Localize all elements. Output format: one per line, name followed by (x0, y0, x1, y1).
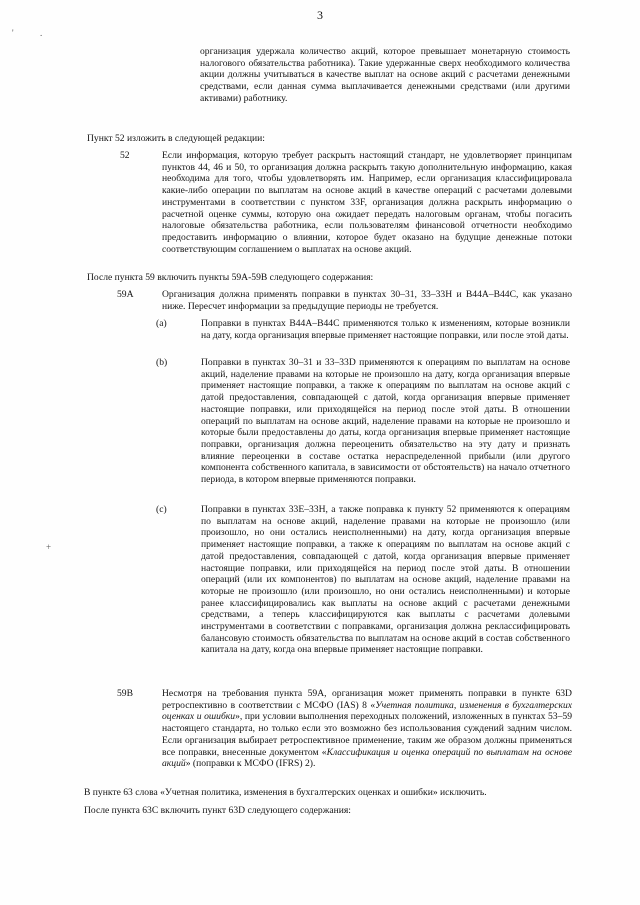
page-number: 3 (317, 8, 323, 22)
text-run: », при условии выполнения переходных положений, изложенных в пунктах 53–59 настоящего стандарта, но только если это возможно без использования суждений задним числом. Если организация выбирает ретроспективное применение, таким же образом должны применяться все поправки, внесенные документом « (162, 711, 572, 758)
item-text-c: Поправки в пунктах 33Е–33Н, а также поправка к пункту 52 применяются к операциям по выплатам на основе акций, наделение правами на которые не произошло (или произошло, но они остались неисполненными) на дату, когда организация впервые применяет настоящие поправки, а также к операциям по выплатам на основе акций с датой предоставления, совпадающей с датой, когда организация впервые применяет настоящие поправки, или приходящейся на период после этой даты. В отношении операций (или их компонентов) по выплатам на основе акций, наделение правами на которые не произошло (или произошло, но они остались неисполненными) и которые ранее классифицировались как выплаты на основе акций с расчетами денежными средствами, а теперь классифицируются как выплаты с расчетами долевыми инструментами в соответствии с поправками, организация должна реклассифицировать балансовую стоимость обязательства по выплатам на основе акций в состав собственного капитала на дату, когда она впервые применяет настоящие поправки. (201, 504, 570, 656)
item-label-c: (c) (156, 504, 167, 515)
paragraph-number-52: 52 (120, 150, 130, 161)
item-text-a: Поправки в пунктах В44А–В44С применяются только к изменениям, которые возникли на дату, когда организация впервые применяет настоящие поправки, или после этой даты. (201, 318, 570, 341)
instruction-63: В пункте 63 слова «Учетная политика, изменения в бухгалтерских оценках и ошибки» исключить. (84, 787, 487, 798)
text-run: Несмотря на требования пункта 59А, организация может применять поправки в пункте 63D ретроспективно в соответствии с МСФО (IAS) 8 « (162, 688, 572, 711)
italic-title-amendments: Классификация и оценка операций по выплатам на основе акций (162, 746, 572, 770)
scan-mark: + (46, 542, 52, 552)
intro-paragraph: организация удержала количество акций, которое превышает монетарную стоимость налогового обязательства работника). Такие удержанные сверх необходимого количества акции должны учитываться в качестве выплат на основе акций с расчетами денежными средствами, если данная сумма выплачивается денежными средствами (или другими активами) работнику. (200, 46, 570, 104)
italic-title-ias8: Учетная политика, изменения в бухгалтерских оценках и ошибки (162, 699, 572, 723)
paragraph-59a-text: Организация должна применять поправки в пунктах 30–31, 33–33Н и В44А–В44С, как указано ниже. Пересчет информации за предыдущие периоды не требуется. (162, 289, 572, 312)
item-label-b: (b) (156, 357, 168, 368)
item-label-a: (a) (156, 318, 167, 329)
instruction-63d: После пункта 63С включить пункт 63D следующего содержания: (84, 805, 351, 816)
paragraph-59b-text (162, 688, 572, 770)
instruction-59: После пункта 59 включить пункты 59А-59В следующего содержания: (87, 272, 374, 283)
text-run: » (поправки к МСФО (IFRS) 2). (185, 758, 316, 770)
item-text-b: Поправки в пунктах 30–31 и 33–33D применяются к операциям по выплатам на основе акций, наделение правами на которые не произошло на дату, когда организация впервые применяет настоящие поправки, а также к операциям по выплатам на основе акций с датой предоставления, совпадающей с датой, когда организация впервые применяет настоящие поправки, или приходящейся на период после этой даты. В отношении операций по выплатам на основе акций, наделение правами на которые не произошло и которые были предоставлены до даты, когда организация впервые применяет настоящие поправки, организация должна переоценить обязательство на эту дату и признать влияние переоценки в составе остатка нераспределенной прибыли (или другого компонента собственного капитала, в зависимости от обстоятельств) на начало отчетного периода, в котором впервые применяются поправки. (201, 357, 570, 486)
scan-mark: . (40, 28, 43, 38)
paragraph-number-59b: 59B (117, 688, 133, 699)
paragraph-number-59a: 59A (117, 289, 134, 300)
scan-mark: ' (12, 28, 14, 38)
paragraph-52-text: Если информация, которую требует раскрыть настоящий стандарт, не удовлетворяет принципам пунктов 44, 46 и 50, то организация должна раскрыть такую дополнительную информацию, какая необходима для того, чтобы удовлетворять им. Например, если организация классифицировала какие-либо операции по выплатам на основе акций в качестве операций с расчетами долевыми инструментами в соответствии с пунктом 33F, организация должна раскрыть информацию о расчетной оценке суммы, которую она ожидает передать налоговым органам, чтобы погасить налоговые обязательства работника, если пользователям финансовой отчетности необходимо предоставить информацию о влиянии, которое будет оказано на будущие денежные потоки соответствующим соглашением о выплатах на основе акций. (162, 150, 572, 255)
instruction-52: Пункт 52 изложить в следующей редакции: (87, 133, 265, 144)
